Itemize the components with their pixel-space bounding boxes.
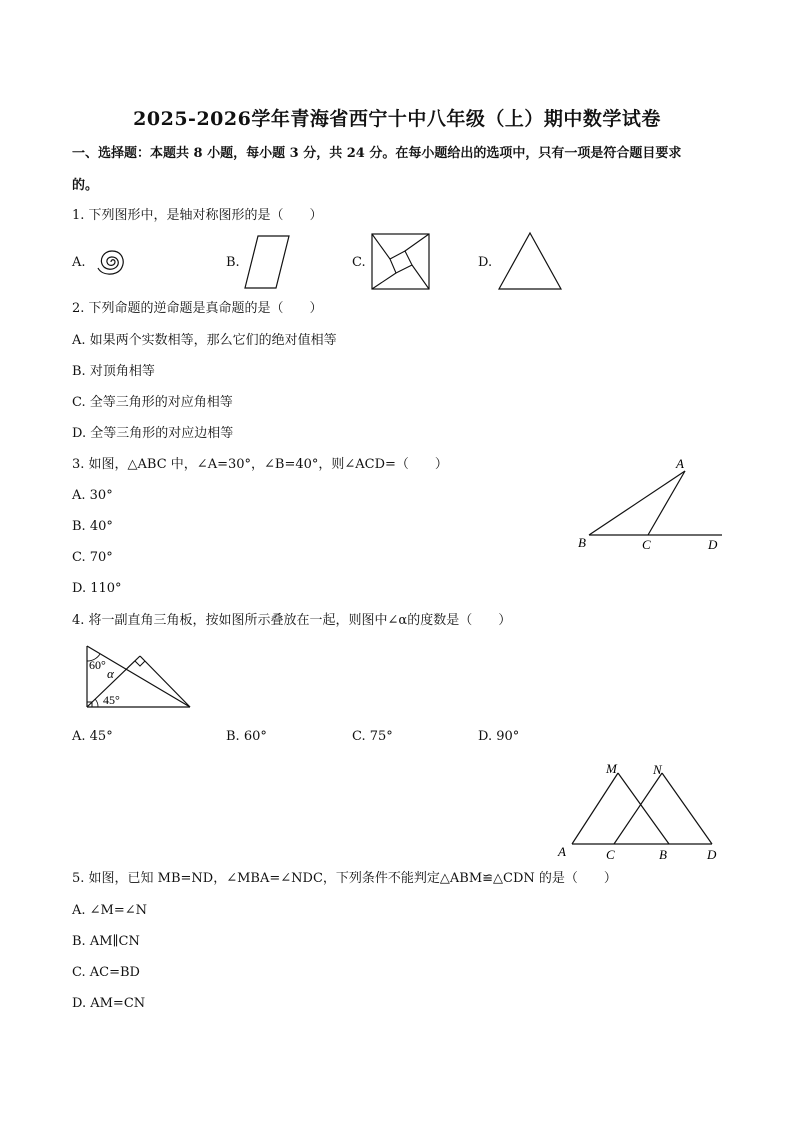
q5-stem: 5. 如图，已知 MB=ND，∠MBA=∠NDC，下列条件不能判定△ABM≌△CDN 的是（ ） — [72, 871, 617, 886]
q3-label-c: C — [642, 537, 651, 552]
q5-triangles-figure — [552, 758, 728, 864]
q5-option-d: D. AM=CN — [72, 996, 146, 1011]
pinwheel-square-figure — [370, 232, 432, 292]
q1-option-a-label: A. — [72, 255, 86, 270]
parallelogram-figure — [242, 234, 292, 290]
q2-option-b: B. 对顶角相等 — [72, 364, 155, 379]
q4-option-d: D. 90° — [478, 729, 520, 744]
q3-stem: 3. 如图，△ABC 中，∠A=30°，∠B=40°，则∠ACD=（ ） — [72, 457, 448, 472]
q5-label-c: C — [606, 847, 615, 862]
q5-label-n: N — [653, 762, 662, 777]
spiral-figure — [88, 238, 134, 284]
q4-stem: 4. 将一副直角三角板，按如图所示叠放在一起，则图中∠α的度数是（ ） — [72, 613, 512, 628]
q1-option-d-label: D. — [478, 255, 493, 270]
section-heading-line2: 的。 — [72, 178, 99, 193]
q5-label-d: D — [707, 847, 717, 862]
section-heading-line1: 一、选择题：本题共 8 小题，每小题 3 分，共 24 分。在每小题给出的选项中，只有一项是符合题目要求 — [72, 146, 682, 161]
q3-triangle-figure — [572, 452, 728, 556]
q1-stem: 1. 下列图形中，是轴对称图形的是（ ） — [72, 208, 323, 223]
q3-option-a: A. 30° — [72, 488, 113, 503]
q4-label-alpha: α — [107, 666, 114, 681]
q3-label-a: A — [676, 456, 684, 471]
q2-option-d: D. 全等三角形的对应边相等 — [72, 426, 234, 441]
q3-option-b: B. 40° — [72, 519, 113, 534]
q5-label-m: M — [606, 761, 617, 776]
q4-label-60: 60° — [89, 658, 106, 672]
q1-option-c-label: C. — [352, 255, 366, 270]
q4-option-c: C. 75° — [352, 729, 393, 744]
q4-label-45: 45° — [103, 693, 120, 707]
q3-option-c: C. 70° — [72, 550, 113, 565]
q5-label-a: A — [558, 844, 566, 859]
q1-option-b-label: B. — [226, 255, 240, 270]
q5-option-c: C. AC=BD — [72, 965, 140, 980]
q2-option-a: A. 如果两个实数相等，那么它们的绝对值相等 — [72, 333, 337, 348]
q2-stem: 2. 下列命题的逆命题是真命题的是（ ） — [72, 301, 323, 316]
q5-option-a: A. ∠M=∠N — [72, 903, 148, 918]
page-title: 2025-2026学年青海省西宁十中八年级（上）期中数学试卷 — [133, 108, 661, 130]
q4-option-a: A. 45° — [72, 729, 113, 744]
q5-label-b: B — [659, 847, 667, 862]
triangle-figure — [496, 230, 564, 292]
set-squares-figure — [80, 643, 194, 713]
q3-option-d: D. 110° — [72, 581, 122, 596]
q3-label-d: D — [708, 537, 718, 552]
q4-option-b: B. 60° — [226, 729, 267, 744]
q2-option-c: C. 全等三角形的对应角相等 — [72, 395, 233, 410]
q3-label-b: B — [578, 535, 586, 550]
q5-option-b: B. AM∥CN — [72, 934, 140, 949]
